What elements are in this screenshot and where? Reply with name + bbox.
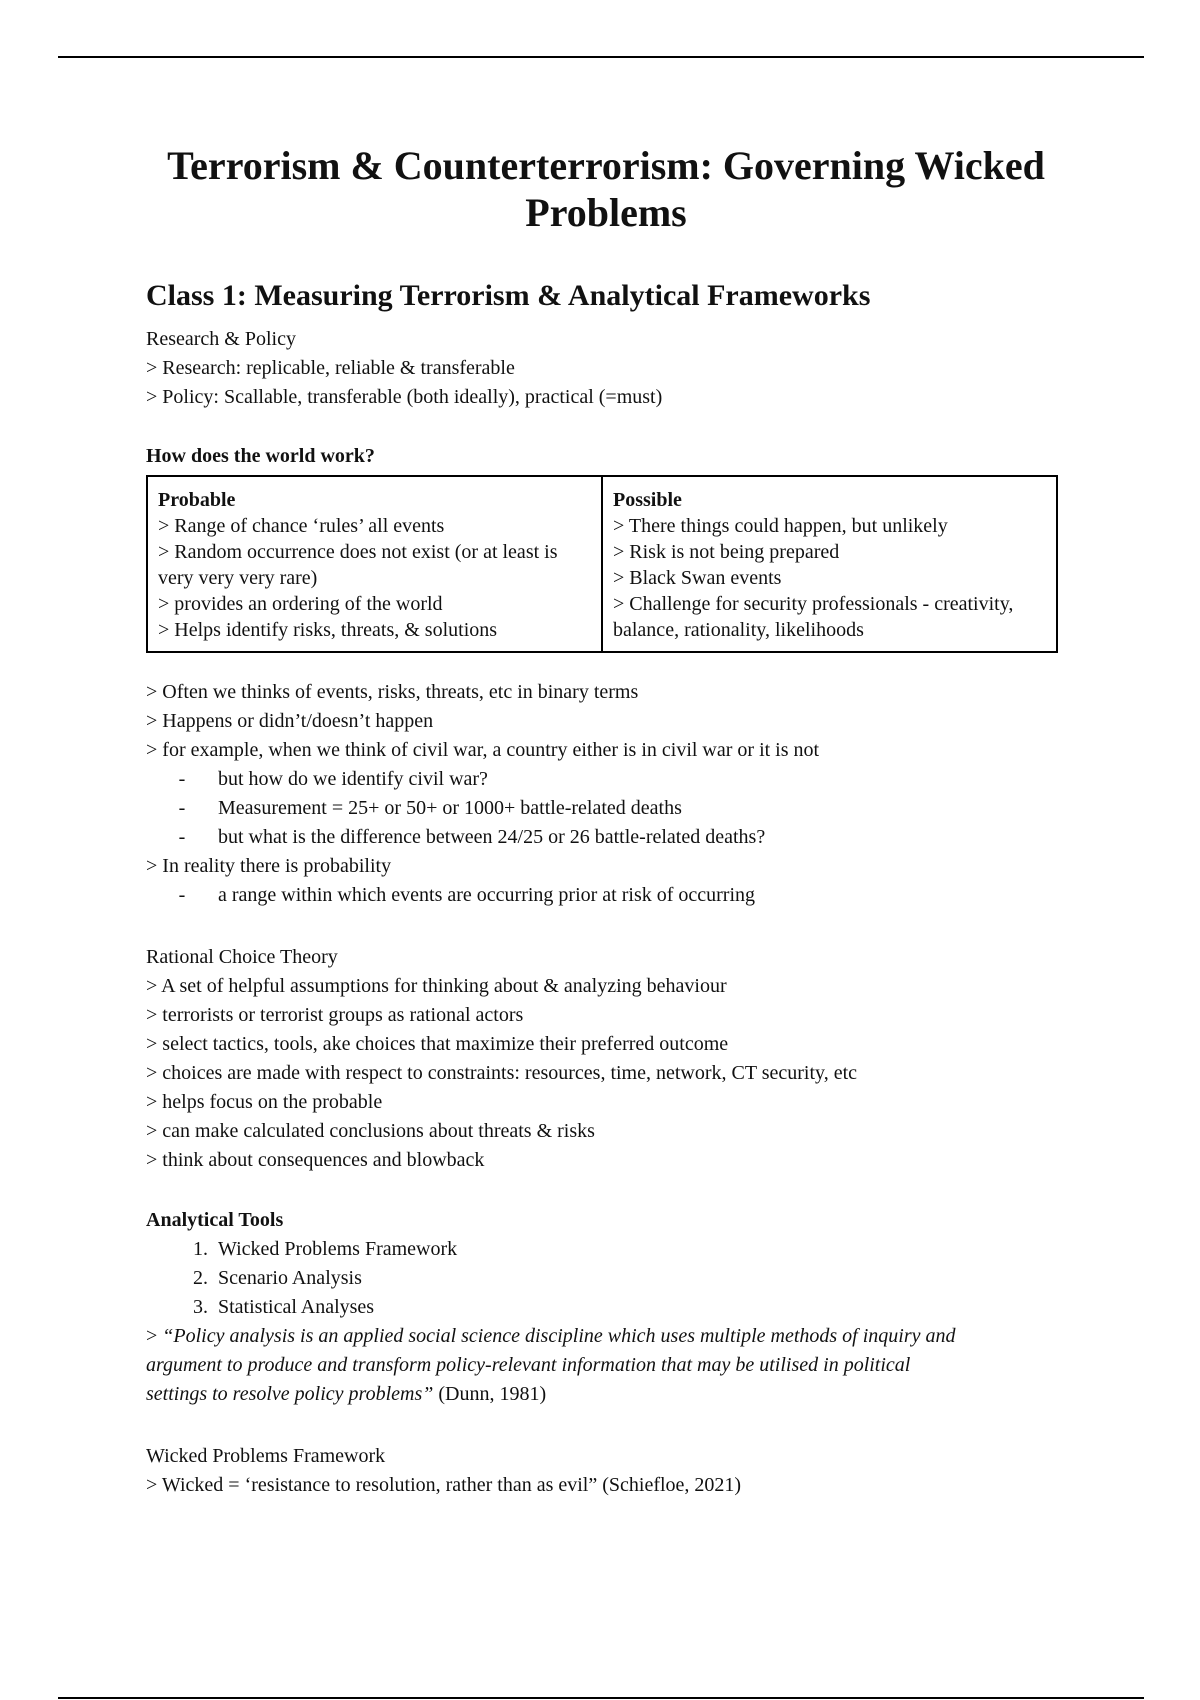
civil-war-point-text: Measurement = 25+ or 50+ or 1000+ battle-related deaths	[218, 797, 682, 819]
tool-number: 2.	[193, 1267, 208, 1289]
civil-war-point-text: but how do we identify civil war?	[218, 768, 488, 790]
rational-choice-section	[146, 943, 857, 1175]
tool-label: Wicked Problems Framework	[218, 1238, 458, 1260]
tool-number: 3.	[193, 1296, 208, 1318]
wicked-problems-section	[146, 1442, 741, 1500]
wicked-heading: Wicked Problems Framework	[146, 1445, 386, 1467]
rational-choice-line: > helps focus on the probable	[146, 1091, 383, 1113]
tool-list-item	[146, 1264, 956, 1293]
binary-section	[146, 678, 819, 910]
policy-quote-line	[146, 1380, 956, 1409]
bullet-dash: -	[178, 797, 186, 819]
rational-choice-line: > think about consequences and blowback	[146, 1149, 485, 1171]
analytical-tools-section	[146, 1206, 956, 1409]
tool-list-item	[146, 1293, 956, 1322]
possible-line: > Challenge for security professionals - creativity, balance, rationality, likelihoods	[613, 593, 1014, 641]
reality-point-text: a range within which events are occurring prior at risk of occurring	[218, 884, 756, 906]
possible-line: > Black Swan events	[613, 567, 782, 589]
probable-heading: Probable	[158, 489, 236, 511]
quote-text: “Policy analysis is an applied social science discipline which uses multiple methods of inquiry and	[162, 1325, 956, 1347]
possible-cell	[602, 476, 1057, 652]
research-line: > Research: replicable, reliable & transferable	[146, 357, 515, 379]
class-heading: Class 1: Measuring Terrorism & Analytical Frameworks	[146, 279, 871, 312]
civil-war-point	[146, 823, 819, 852]
binary-line: > Happens or didn’t/doesn’t happen	[146, 710, 434, 732]
probable-line: > Random occurrence does not exist (or at least is very very very rare)	[158, 541, 558, 589]
analytical-tools-heading: Analytical Tools	[146, 1209, 284, 1231]
policy-quote-line	[146, 1322, 956, 1351]
tool-label: Scenario Analysis	[218, 1267, 362, 1289]
world-heading: How does the world work?	[146, 445, 375, 467]
tool-label: Statistical Analyses	[218, 1296, 375, 1318]
rational-choice-line: > A set of helpful assumptions for thinking about & analyzing behaviour	[146, 975, 727, 997]
rational-choice-line: > can make calculated conclusions about threats & risks	[146, 1120, 595, 1142]
possible-line: > There things could happen, but unlikely	[613, 515, 948, 537]
quote-prefix: >	[146, 1325, 163, 1347]
policy-quote-line: argument to produce and transform policy-relevant information that may be utilised in political	[146, 1354, 911, 1376]
tool-list-item	[146, 1235, 956, 1264]
possible-line: > Risk is not being prepared	[613, 541, 840, 563]
document-title: Terrorism & Counterterrorism: Governing Wicked Problems	[167, 143, 1045, 235]
civil-war-point-text: but what is the difference between 24/25 or 26 battle-related deaths?	[218, 826, 766, 848]
probable-cell	[147, 476, 602, 652]
world-section	[146, 442, 375, 471]
tool-number: 1.	[193, 1238, 208, 1260]
probable-possible-table	[146, 475, 1058, 653]
civil-war-point	[146, 794, 819, 823]
bullet-dash: -	[178, 884, 186, 906]
bullet-dash: -	[178, 768, 186, 790]
research-policy-heading: Research & Policy	[146, 328, 296, 350]
rational-choice-line: > terrorists or terrorist groups as rational actors	[146, 1004, 524, 1026]
research-policy-section	[146, 325, 662, 412]
policy-line: > Policy: Scallable, transferable (both ideally), practical (=must)	[146, 386, 663, 408]
binary-line: > for example, when we think of civil war, a country either is in civil war or it is not	[146, 739, 820, 761]
rational-choice-heading: Rational Choice Theory	[146, 946, 338, 968]
wicked-line: > Wicked = ‘resistance to resolution, rather than as evil” (Schiefloe, 2021)	[146, 1474, 742, 1496]
probable-line: > Helps identify risks, threats, & solutions	[158, 619, 498, 641]
top-rule	[58, 56, 1144, 58]
reality-line: > In reality there is probability	[146, 855, 392, 877]
probable-line: > Range of chance ‘rules’ all events	[158, 515, 445, 537]
binary-line: > Often we thinks of events, risks, threats, etc in binary terms	[146, 681, 639, 703]
rational-choice-line: > choices are made with respect to constraints: resources, time, network, CT security, etc	[146, 1062, 858, 1084]
rational-choice-line: > select tactics, tools, ake choices that maximize their preferred outcome	[146, 1033, 729, 1055]
possible-heading: Possible	[613, 489, 682, 511]
bottom-rule	[58, 1697, 1144, 1699]
quote-text: settings to resolve policy problems”	[146, 1383, 434, 1405]
quote-citation: (Dunn, 1981)	[433, 1383, 547, 1405]
probable-line: > provides an ordering of the world	[158, 593, 443, 615]
bullet-dash: -	[178, 826, 186, 848]
civil-war-point	[146, 765, 819, 794]
reality-point	[146, 881, 819, 910]
